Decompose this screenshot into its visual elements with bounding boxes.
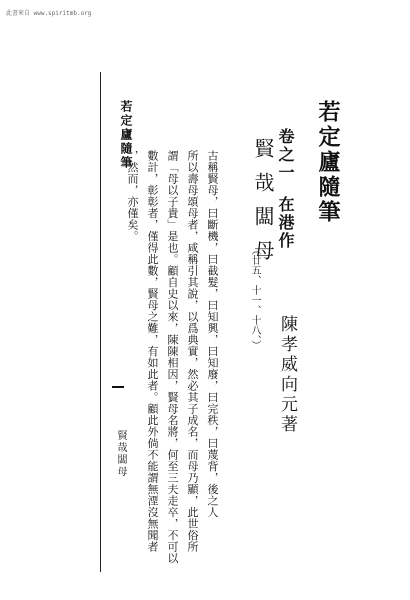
section-title: 賢哉闆母 <box>251 138 275 274</box>
page-number-mark <box>112 386 124 388</box>
body-line-2: 所以壽母頌母者，咸稱引其說，以爲典實，然必其子成名，而母乃顯，此世俗所 <box>186 150 199 553</box>
margin-rule <box>100 72 101 572</box>
body-line-1: 古稱賢母，曰斷機，曰截髮，曰知興，曰知廢，曰完秩，曰蔑背，後之人 <box>206 150 219 518</box>
watermark: 此書來自 www.spiritmb.org <box>6 10 92 17</box>
footer-section-title: 賢哉闆母 <box>115 430 126 478</box>
author-line: 陳孝威向元著 <box>277 315 297 435</box>
chapter-label: 卷之一 <box>276 128 295 182</box>
chapter-place: 在港作 <box>276 196 295 250</box>
book-title: 若定廬隨筆 <box>315 100 341 225</box>
body-line-4: 數計，彰彰者，僅得此數，賢母之難，有如此者。顧此外倘不能謂無湮沒無聞者 <box>146 150 159 553</box>
body-line-5: ，然而，亦僅矣。 <box>126 150 139 242</box>
section-date: （廿五、十一、十八、） <box>249 245 260 350</box>
body-line-3: 謂「母以子貴」是也。顧自史以來，陳陳相因，賢母名將，何至三夫走卒，不可以 <box>166 150 179 564</box>
running-header: 若定廬隨筆 <box>119 100 133 170</box>
